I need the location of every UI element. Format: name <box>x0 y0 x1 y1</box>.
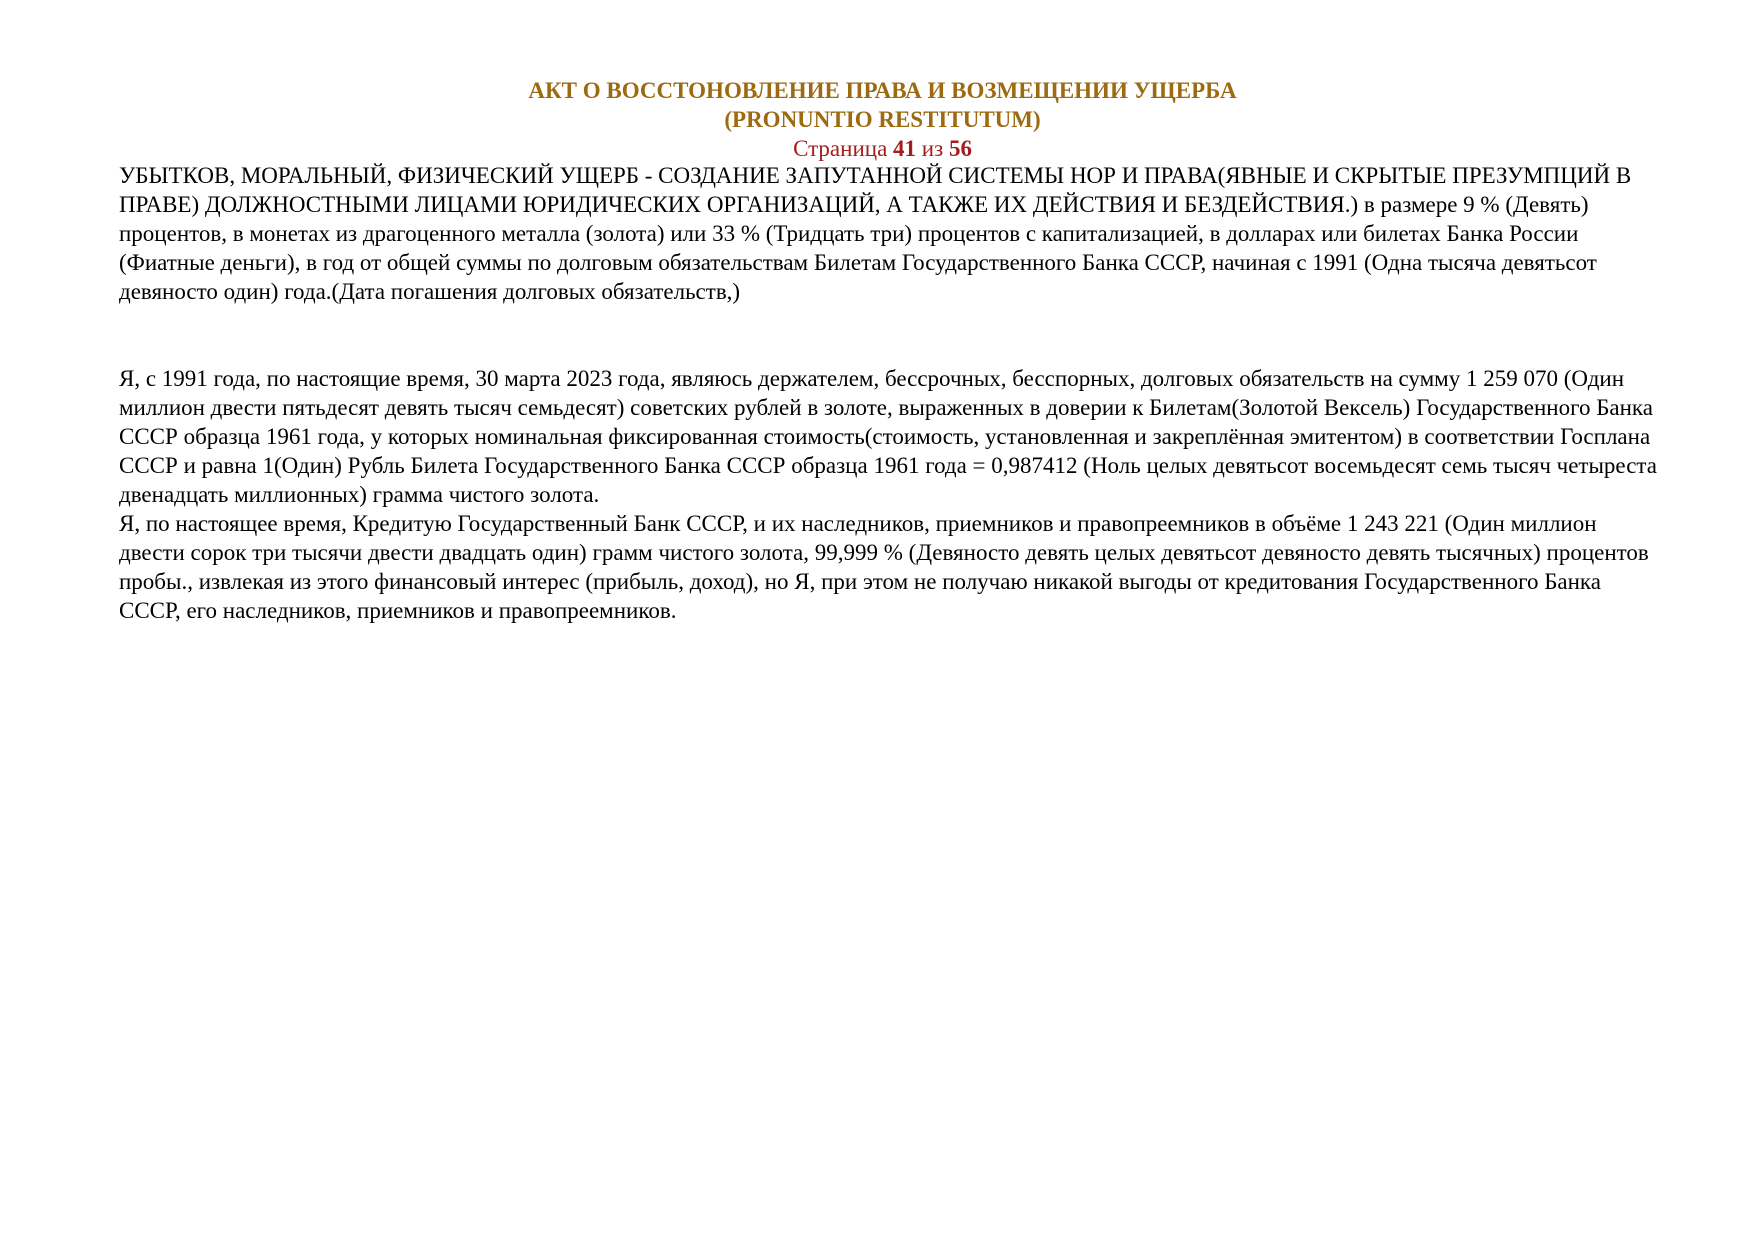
page-total: 56 <box>948 136 972 161</box>
page-counter <box>0 134 1755 163</box>
document-title: АКТ О ВОССТОНОВЛЕНИЕ ПРАВА И ВОЗМЕЩЕНИИ УЩЕРБА <box>528 78 1237 103</box>
paragraph-spacer <box>119 306 1664 364</box>
document-subtitle: (PRONUNTIO RESTITUTUM) <box>724 107 1041 132</box>
document-body <box>119 161 1664 625</box>
paragraph-creditor: Я, по настоящее время, Кредитую Государственный Банк СССР, и их наследников, приемников и правопреемников в объёме 1 243 221 (Один миллион двести сорок три тысячи двести двадцать один) грамм чистого золота, 99,999 % (Девяносто девять целых девятьсот девяносто девять тысячных) процентов пробы., извлекая из этого финансовый интерес (прибыль, доход), но Я, при этом не получаю никакой выгоды от кредитования Государственного Банка СССР, его наследников, приемников и правопреемников. <box>119 511 1649 623</box>
page-current: 41 <box>893 136 917 161</box>
paragraph-damages: УБЫТКОВ, МОРАЛЬНЫЙ, ФИЗИЧЕСКИЙ УЩЕРБ - СОЗДАНИЕ ЗАПУТАННОЙ СИСТЕМЫ НОР И ПРАВА(ЯВНЫЕ И СКРЫТЫЕ ПРЕЗУМПЦИЙ В ПРАВЕ) ДОЛЖНОСТНЫМИ ЛИЦАМИ ЮРИДИЧЕСКИХ ОРГАНИЗАЦИЙ, А ТАКЖЕ ИХ ДЕЙСТВИЯ И БЕЗДЕЙСТВИЯ.) в размере 9 % (Девять) процентов, в монетах из драгоценного металла (золота) или 33 % (Тридцать три) процентов с капитализацией, в долларах или билетах Банка России (Фиатные деньги), в год от общей суммы по долговым обязательствам Билетам Государственного Банка СССР, начиная с 1991 (Одна тысяча девятьсот девяносто один) года.(Дата погашения долговых обязательств,) <box>119 163 1632 304</box>
paragraph-holder: Я, с 1991 года, по настоящие время, 30 марта 2023 года, являюсь держателем, бессрочных, бесспорных, долговых обязательств на сумму 1 259 070 (Один миллион двести пятьдесят девять тысяч семьдесят) советских рублей в золоте, выраженных в доверии к Билетам(Золотой Вексель) Государственного Банка СССР образца 1961 года, у которых номинальная фиксированная стоимость(стоимость, установленная и закреплённая эмитентом) в соответствии Госплана СССР и равна 1(Один) Рубль Билета Государственного Банка СССР образца 1961 года = 0,987412 (Ноль целых девятьсот восемьдесят семь тысяч четыреста двенадцать миллионных) грамма чистого золота. <box>119 366 1657 507</box>
document-header <box>0 76 1755 163</box>
page-label: Страница <box>793 136 888 161</box>
page-of-label: из <box>921 136 944 161</box>
